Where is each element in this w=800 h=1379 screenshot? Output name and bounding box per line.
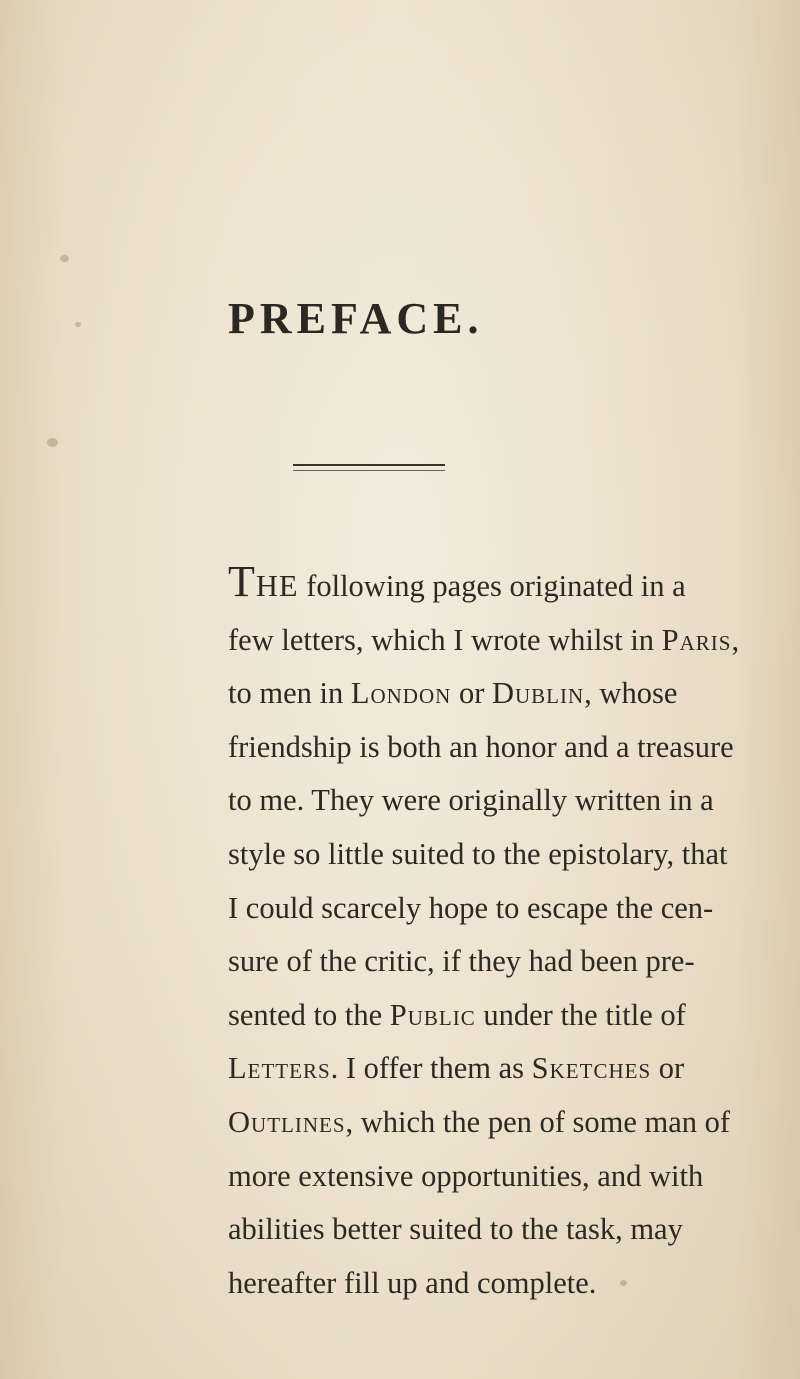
text-run: style so little suited to the epistolary, that — [228, 836, 728, 871]
foxing-spot — [75, 322, 81, 327]
foxing-spot — [47, 438, 58, 447]
small-caps-word: Public — [389, 997, 476, 1032]
small-caps-word: Paris — [661, 622, 732, 657]
text-run: to men in — [228, 676, 351, 711]
foxing-spot — [60, 255, 69, 262]
drop-cap: T — [228, 557, 256, 606]
text-line — [228, 557, 686, 614]
text-run: following pages originated in a — [298, 569, 686, 603]
text-run: I could scarcely hope to escape the cen- — [228, 890, 714, 925]
text-run: , — [731, 622, 740, 657]
small-caps-word: HE — [255, 569, 299, 603]
text-line — [228, 667, 678, 721]
text-line — [228, 1257, 668, 1311]
text-run: , which the pen of some man of — [345, 1104, 731, 1139]
text-run: under the title of — [475, 997, 686, 1032]
text-line — [228, 1096, 731, 1150]
text-run: more extensive opportunities, and with — [228, 1158, 704, 1193]
preface-text — [228, 557, 740, 1310]
text-line — [228, 1150, 704, 1204]
text-run: friendship is both an honor and a treasure — [228, 729, 734, 764]
text-line — [228, 989, 686, 1043]
text-line — [228, 1203, 683, 1257]
small-caps-word: London — [350, 676, 452, 711]
text-run: or — [651, 1051, 685, 1086]
text-run: . I offer them as — [330, 1051, 532, 1086]
text-run: or — [451, 676, 492, 711]
text-line — [228, 1042, 685, 1096]
text-line — [228, 774, 714, 828]
text-run: sented to the — [228, 997, 390, 1032]
text-run: sure of the critic, if they had been pre- — [228, 944, 695, 979]
text-run: , whose — [584, 676, 678, 711]
text-run: abilities better suited to the task, may — [228, 1212, 683, 1247]
small-caps-word: Dublin — [491, 676, 585, 711]
text-line — [228, 882, 714, 936]
small-caps-word: Letters — [228, 1051, 331, 1086]
small-caps-word: Outlines — [228, 1104, 346, 1139]
page-title: PREFACE. — [228, 294, 484, 343]
text-run: few letters, which I wrote whilst in — [228, 622, 662, 657]
text-run: to me. They were originally written in a — [228, 783, 714, 818]
text-line — [228, 614, 740, 668]
text-run: hereafter fill up and complete. — [228, 1265, 597, 1300]
text-line — [228, 828, 728, 882]
text-line — [228, 721, 734, 775]
title-rule — [293, 464, 445, 471]
text-line — [228, 935, 695, 989]
small-caps-word: Sketches — [531, 1051, 652, 1086]
